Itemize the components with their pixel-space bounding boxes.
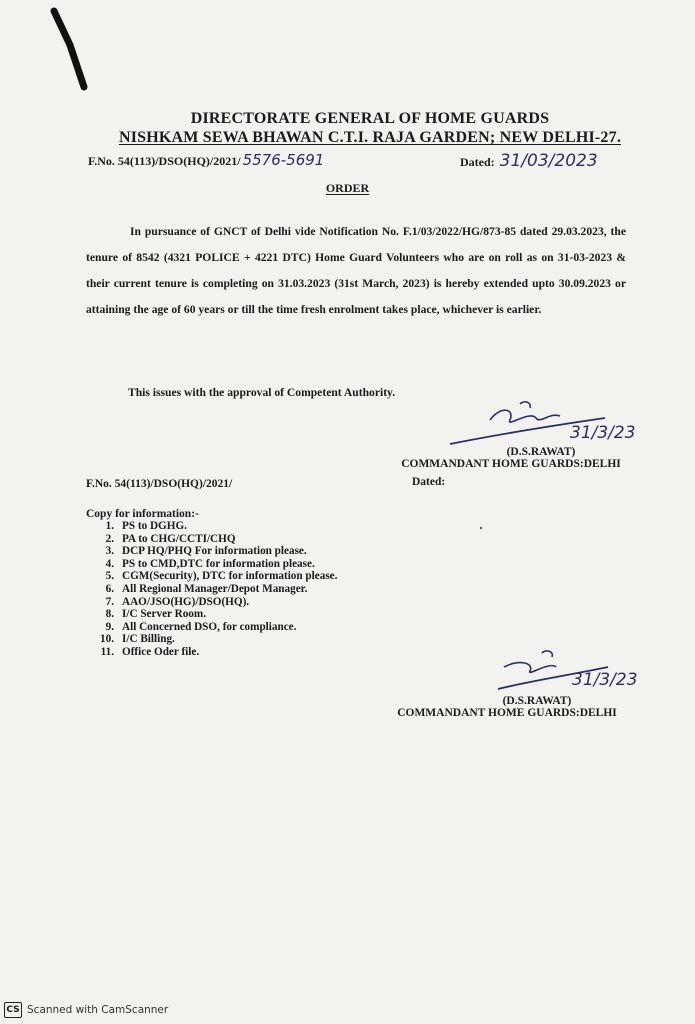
signature-2-block [382, 695, 632, 719]
list-item: 8. I/C Server Room. [105, 608, 206, 621]
list-item: 9. All Concerned DSO, for compliance. [105, 620, 297, 633]
list-item: 10. I/C Billing. [100, 633, 175, 646]
scanner-watermark [4, 1000, 168, 1020]
signature-1-name: (D.S.RAWAT) [506, 446, 576, 458]
order-title: ORDER [325, 181, 370, 195]
copy-for-information-title: Copy for information:- [86, 508, 199, 520]
signature-1-designation: COMMANDANT HOME GUARDS:DELHI [401, 458, 621, 470]
signature-2-date: 31/3/23 [572, 670, 638, 690]
list-item: 4. PS to CMD,DTC for information please. [105, 557, 315, 570]
camscanner-logo-icon: CS [4, 1002, 22, 1018]
scanned-with-text: Scanned with CamScanner [27, 1004, 169, 1016]
handwritten-date: 31/03/2023 [499, 151, 598, 171]
file-number: F.No. 54(113)/DSO(HQ)/2021/ [88, 154, 241, 168]
signature-2-designation: COMMANDANT HOME GUARDS:DELHI [397, 707, 617, 719]
header-org-name: DIRECTORATE GENERAL OF HOME GUARDS [190, 110, 550, 127]
list-item: 2. PA to CHG/CCTI/CHQ [105, 532, 236, 545]
order-body [86, 219, 626, 323]
dated-label: Dated: [460, 155, 495, 169]
handwritten-dispatch-number: 5576-5691 [242, 151, 325, 169]
stray-dot [480, 527, 482, 529]
approval-line: This issues with the approval of Competent Authority. [128, 386, 396, 399]
list-item: 3. DCP HQ/PHQ For information please. [105, 545, 307, 558]
list-item: 6. All Regional Manager/Depot Manager. [105, 582, 308, 595]
pen-stroke-mark [40, 5, 100, 95]
signature-1-date: 31/3/23 [570, 423, 636, 443]
copy-list [86, 520, 337, 659]
second-file-number: F.No. 54(113)/DSO(HQ)/2021/ [86, 478, 233, 490]
list-item: 7. AAO/JSO(HG)/DSO(HQ). [105, 595, 250, 608]
signature-1-block [386, 446, 636, 470]
order-paragraph: In pursuance of GNCT of Delhi vide Notification No. F.1/03/2022/HG/873-85 dated 29.03.2023, the tenure of 8542 (4321 POLICE + 4221 DTC) Home Guard Volunteers who are on roll as on 31-03-2023 & their current tenure is completing on 31.03.2023 (31st March, 2023) is hereby extended upto 30.09.2023 or attaining the age of 60 years or till the time fresh enrolment takes place, whichever is earlier. [86, 225, 626, 316]
list-item: 1. PS to DGHG. [105, 520, 187, 532]
list-item: 11. Office Oder file. [100, 645, 200, 658]
signature-2-name: (D.S.RAWAT) [502, 695, 572, 707]
list-item: 5. CGM(Security), DTC for information please. [105, 570, 338, 583]
dated-field [460, 151, 598, 171]
second-dated-label: Dated: [412, 476, 446, 488]
header-address: NISHKAM SEWA BHAWAN C.T.I. RAJA GARDEN; NEW DELHI-27. [118, 129, 622, 146]
reference-row [88, 151, 628, 169]
